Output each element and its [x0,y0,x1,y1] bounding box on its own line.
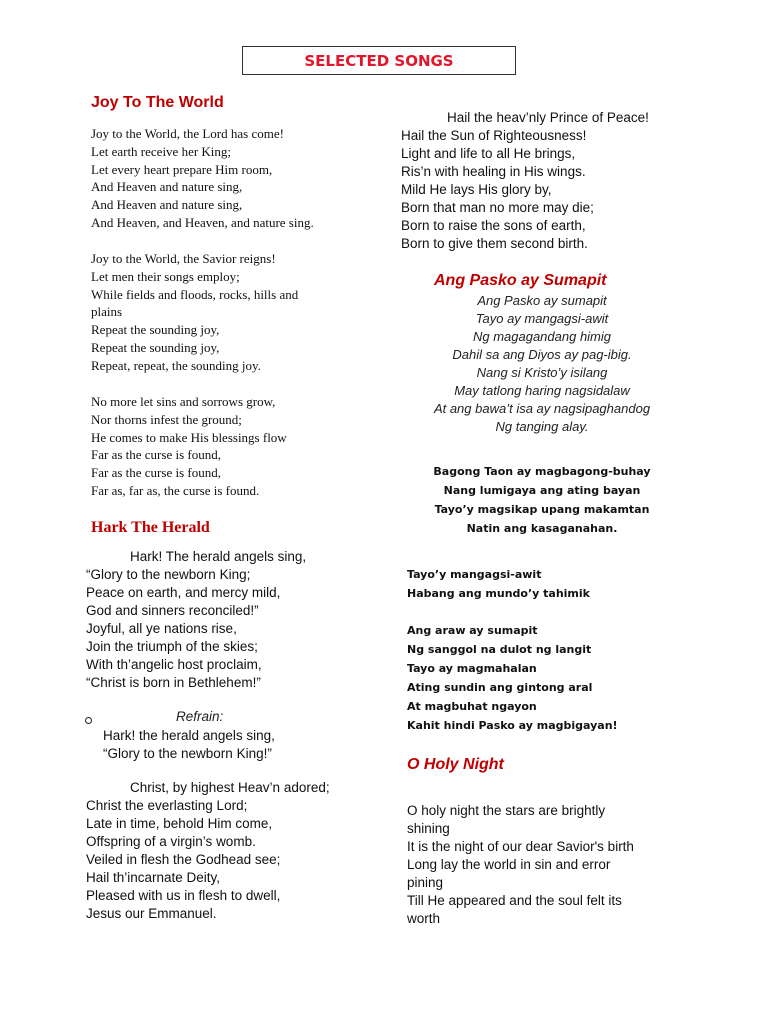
lyric-line: Ris’n with healing in His wings. [401,164,586,179]
lyric-line: Christ the everlasting Lord; [86,798,248,813]
lyric-line: O holy night the stars are brightly [407,803,606,818]
lyric-line: Mild He lays His glory by, [401,182,552,197]
lyric-line: pining [407,875,444,890]
lyric-line: Hark! The herald angels sing, [130,549,307,564]
lyric-line: Joy to the World, the Lord has come! [91,126,284,141]
lyric-line: Nang si Kristo’y isilang [476,365,608,380]
pasko-verse-1 [400,292,684,436]
lyric-line: No more let sins and sorrows grow, [91,394,276,409]
pasko-verse-3 [407,565,590,603]
pasko-verse-4 [407,621,618,735]
hark-verse-3 [401,109,741,253]
lyric-line: Joyful, all ye nations rise, [86,621,237,636]
lyric-line: Born that man no more may die; [401,200,594,215]
lyric-line: With th’angelic host proclaim, [86,657,262,672]
lyric-line: Repeat, repeat, the sounding joy. [91,357,261,373]
lyric-line: Dahil sa ang Diyos ay pag-ibig. [452,347,632,362]
lyric-line: Let earth receive her King; [91,143,232,159]
holy-verse-1 [407,802,634,928]
lyric-line: While fields and floods, rocks, hills and [91,286,299,302]
hark-verse-1 [86,548,386,692]
lyric-line: Ating sundin ang gintong aral [407,681,593,694]
lyric-line: “Glory to the newborn King; [86,567,251,582]
lyric-line: Hark! the herald angels sing, [103,728,275,743]
lyric-line: Repeat the sounding joy, [91,339,220,355]
lyric-line: Christ, by highest Heav’n adored; [130,780,330,795]
lyric-line: Long lay the world in sin and error [407,857,611,872]
lyric-line: Ang araw ay sumapit [407,624,538,637]
bullet-icon [85,717,92,724]
lyric-line: plains [91,304,123,320]
lyric-line: Hail the heav’nly Prince of Peace! [447,110,649,125]
lyric-line: Far as the curse is found, [91,447,221,463]
joy-verse-2 [91,250,298,375]
lyric-line: It is the night of our dear Savior's birth [407,839,634,854]
lyric-line: Join the triumph of the skies; [86,639,258,654]
lyric-line: Till He appeared and the soul felt its [407,893,622,908]
lyric-line: Bagong Taon ay magbagong-buhay [433,465,651,478]
joy-verse-1 [91,125,314,232]
lyric-line: Tayo’y mangagsi-awit [407,568,542,581]
lyric-line: Ang Pasko ay sumapit [477,293,607,308]
lyric-line: Offspring of a virgin’s womb. [86,834,256,849]
lyric-line: Born to raise the sons of earth, [401,218,586,233]
lyric-line: Jesus our Emmanuel. [86,906,217,921]
lyric-line: Veiled in flesh the Godhead see; [86,852,281,867]
lyric-line: Late in time, behold Him come, [86,816,273,831]
lyric-line: Far as, far as, the curse is found. [91,482,260,498]
lyric-line: And Heaven and nature sing, [91,197,243,213]
lyric-line: Habang ang mundo’y tahimik [407,587,590,600]
lyric-line: Ng tanging alay. [495,419,589,434]
lyric-line: Ng sanggol na dulot ng langit [407,643,592,656]
lyric-line: Let every heart prepare Him room, [91,161,273,177]
hark-title: Hark The Herald [91,519,210,536]
lyric-line: Pleased with us in flesh to dwell, [86,888,281,903]
lyric-line: At magbuhat ngayon [407,700,537,713]
lyric-line: May tatlong haring nagsidalaw [454,383,630,398]
page-title: SELECTED SONGS [242,46,516,75]
joy-title: Joy To The World [91,94,224,111]
holy-title: O Holy Night [407,756,504,773]
lyric-line: Ng magagandang himig [472,329,612,344]
lyric-line: Natin ang kasaganahan. [466,522,618,535]
pasko-verse-2 [400,462,684,538]
lyric-line: “Glory to the newborn King!” [103,746,272,761]
hark-verse-2 [86,779,386,923]
lyric-line: Tayo ay magmahalan [407,662,537,675]
pasko-title: Ang Pasko ay Sumapit [434,272,607,289]
lyric-line: Light and life to all He brings, [401,146,576,161]
lyric-line: Far as the curse is found, [91,465,221,481]
lyric-line: Hail the Sun of Righteousness! [401,128,587,143]
lyric-line: Tayo’y magsikap upang makamtan [434,503,650,516]
lyric-line: And Heaven, and Heaven, and nature sing. [91,214,314,230]
lyric-line: He comes to make His blessings flow [91,429,287,445]
lyric-line: Hail th’incarnate Deity, [86,870,221,885]
lyric-line: Tayo ay mangagsi-awit [475,311,609,326]
lyric-line: Nor thorns infest the ground; [91,411,242,427]
lyric-line: Born to give them second birth. [401,236,588,251]
lyric-line: Peace on earth, and mercy mild, [86,585,281,600]
lyric-line: “Christ is born in Bethlehem!” [86,675,261,690]
lyric-line: shining [407,821,450,836]
lyric-line: Kahit hindi Pasko ay magbigayan! [407,719,618,732]
lyric-line: At ang bawa’t isa ay nagsipaghandog [433,401,651,416]
lyric-line: Let men their songs employ; [91,268,240,284]
lyric-line: Repeat the sounding joy, [91,322,220,338]
lyric-line: Joy to the World, the Savior reigns! [91,251,276,266]
joy-verse-3 [91,393,287,500]
lyric-line: Nang lumigaya ang ating bayan [443,484,641,497]
lyric-line: worth [407,911,441,926]
refrain-label: Refrain: [176,709,224,724]
lyric-line: And Heaven and nature sing, [91,179,243,195]
hark-refrain [103,727,275,763]
lyric-line: God and sinners reconciled!” [86,603,259,618]
